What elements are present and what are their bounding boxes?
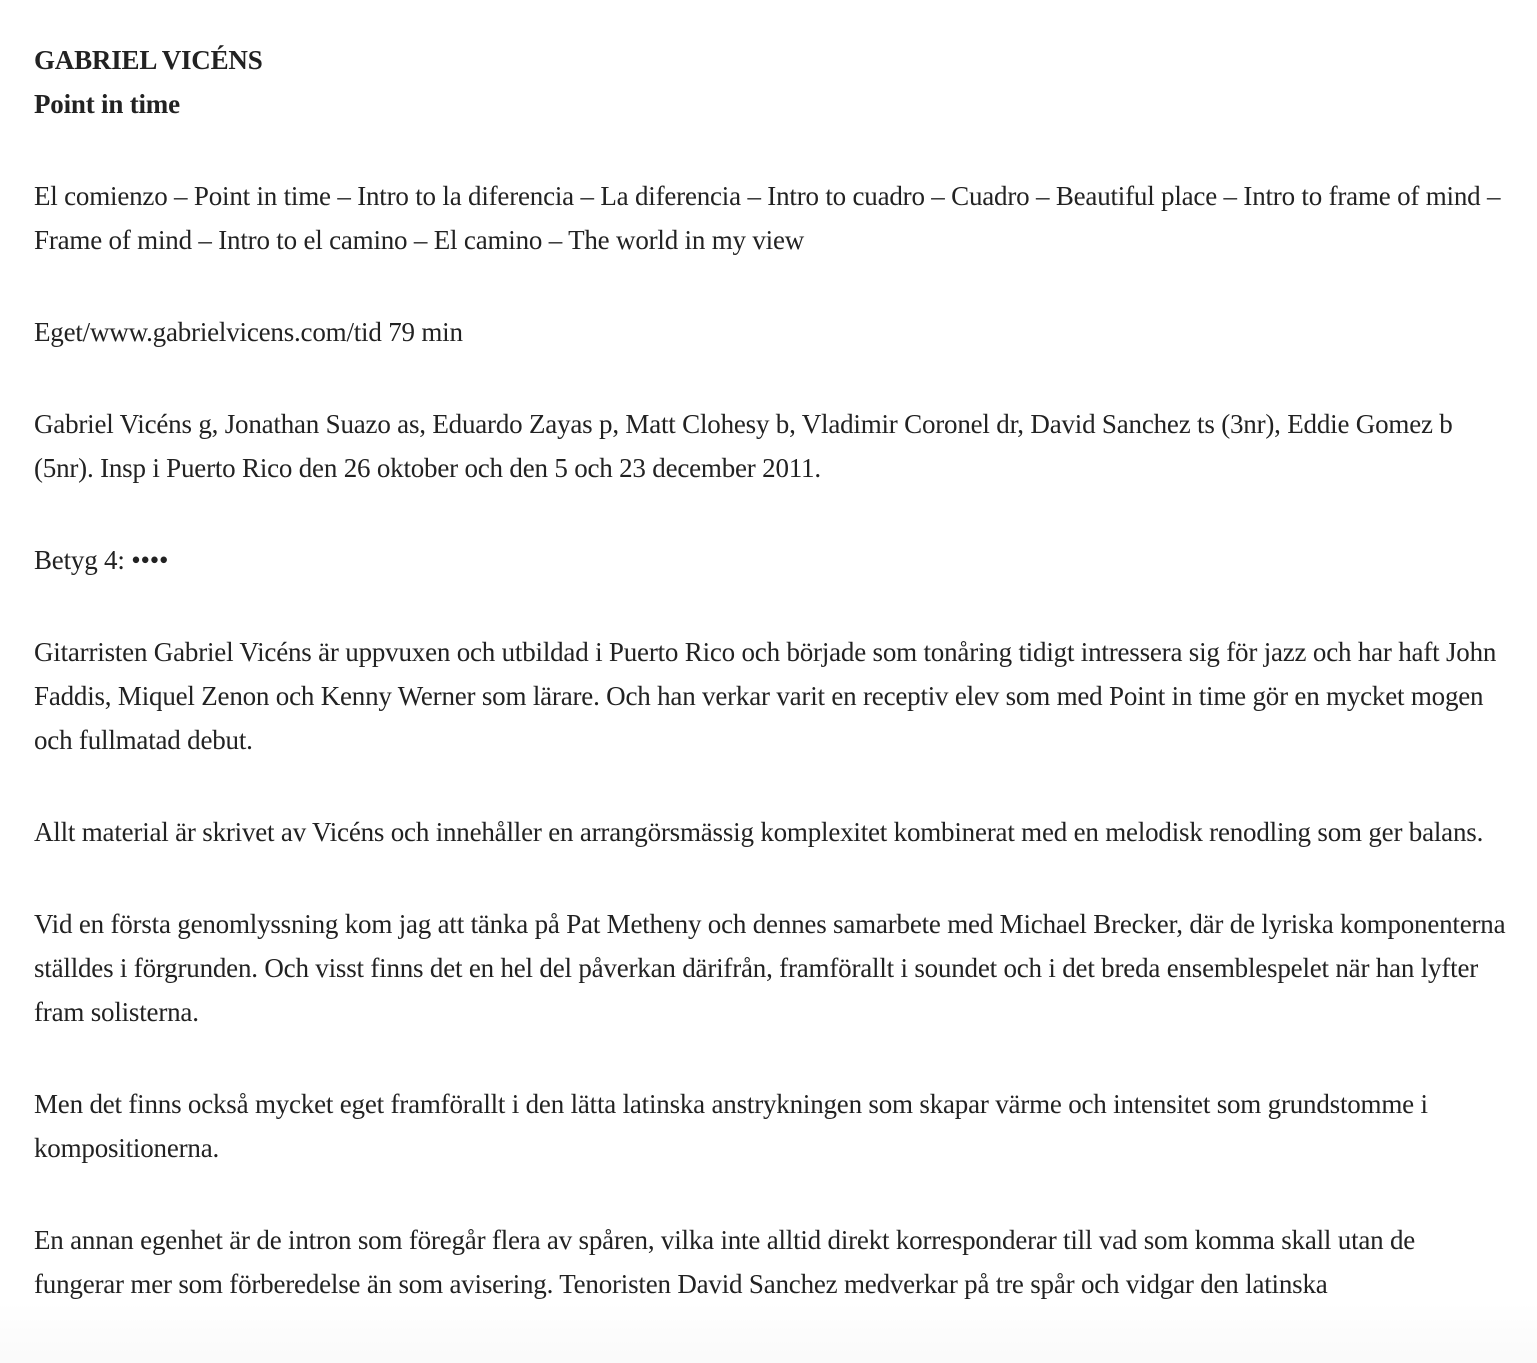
review-paragraph: Men det finns också mycket eget framförallt i den lätta latinska anstrykningen som skapar värme och intensitet som grundstomme i kompositionerna. (34, 1089, 1428, 1163)
artist-name: GABRIEL VICÉNS (34, 45, 263, 75)
review-paragraph: En annan egenhet är de intron som föregår flera av spåren, vilka inte alltid direkt korresponderar till vad som komma skall utan de fungerar mer som förberedelse än som avisering. Tenoristen David Sanchez medverkar på tre spår och vidgar den latinska (34, 1225, 1416, 1299)
personnel: Gabriel Vicéns g, Jonathan Suazo as, Eduardo Zayas p, Matt Clohesy b, Vladimir Coronel dr, David Sanchez ts (3nr), Eddie Gomez b (5nr). Insp i Puerto Rico den 26 oktober och den 5 och 23 december 2011. (34, 409, 1453, 483)
label-info: Eget/www.gabrielvicens.com/tid 79 min (34, 317, 463, 347)
review-paragraph: Vid en första genomlyssning kom jag att tänka på Pat Metheny och dennes samarbete med Michael Brecker, där de lyriska komponenterna ställdes i förgrunden. Och visst finns det en hel del påverkan därifrån, framförallt i soundet och i det breda ensemblespelet när han lyfter fram solisterna. (34, 909, 1506, 1027)
review-article (34, 38, 1508, 1354)
rating: Betyg 4: •••• (34, 545, 169, 575)
review-paragraph: Allt material är skrivet av Vicéns och innehåller en arrangörsmässig komplexitet kombinerat med en melodisk renodling som ger balans. (34, 817, 1484, 847)
album-title: Point in time (34, 89, 180, 119)
tracklist: El comienzo – Point in time – Intro to la diferencia – La diferencia – Intro to cuadro – Cuadro – Beautiful place – Intro to frame of mind – Frame of mind – Intro to el camino – El camino – The world in my view (34, 181, 1501, 255)
review-paragraph: Gitarristen Gabriel Vicéns är uppvuxen och utbildad i Puerto Rico och började som tonåring tidigt intressera sig för jazz och har haft John Faddis, Miquel Zenon och Kenny Werner som lärare. Och han verkar varit en receptiv elev som med Point in time gör en mycket mogen och fullmatad debut. (34, 637, 1497, 755)
review-header (34, 38, 1508, 126)
